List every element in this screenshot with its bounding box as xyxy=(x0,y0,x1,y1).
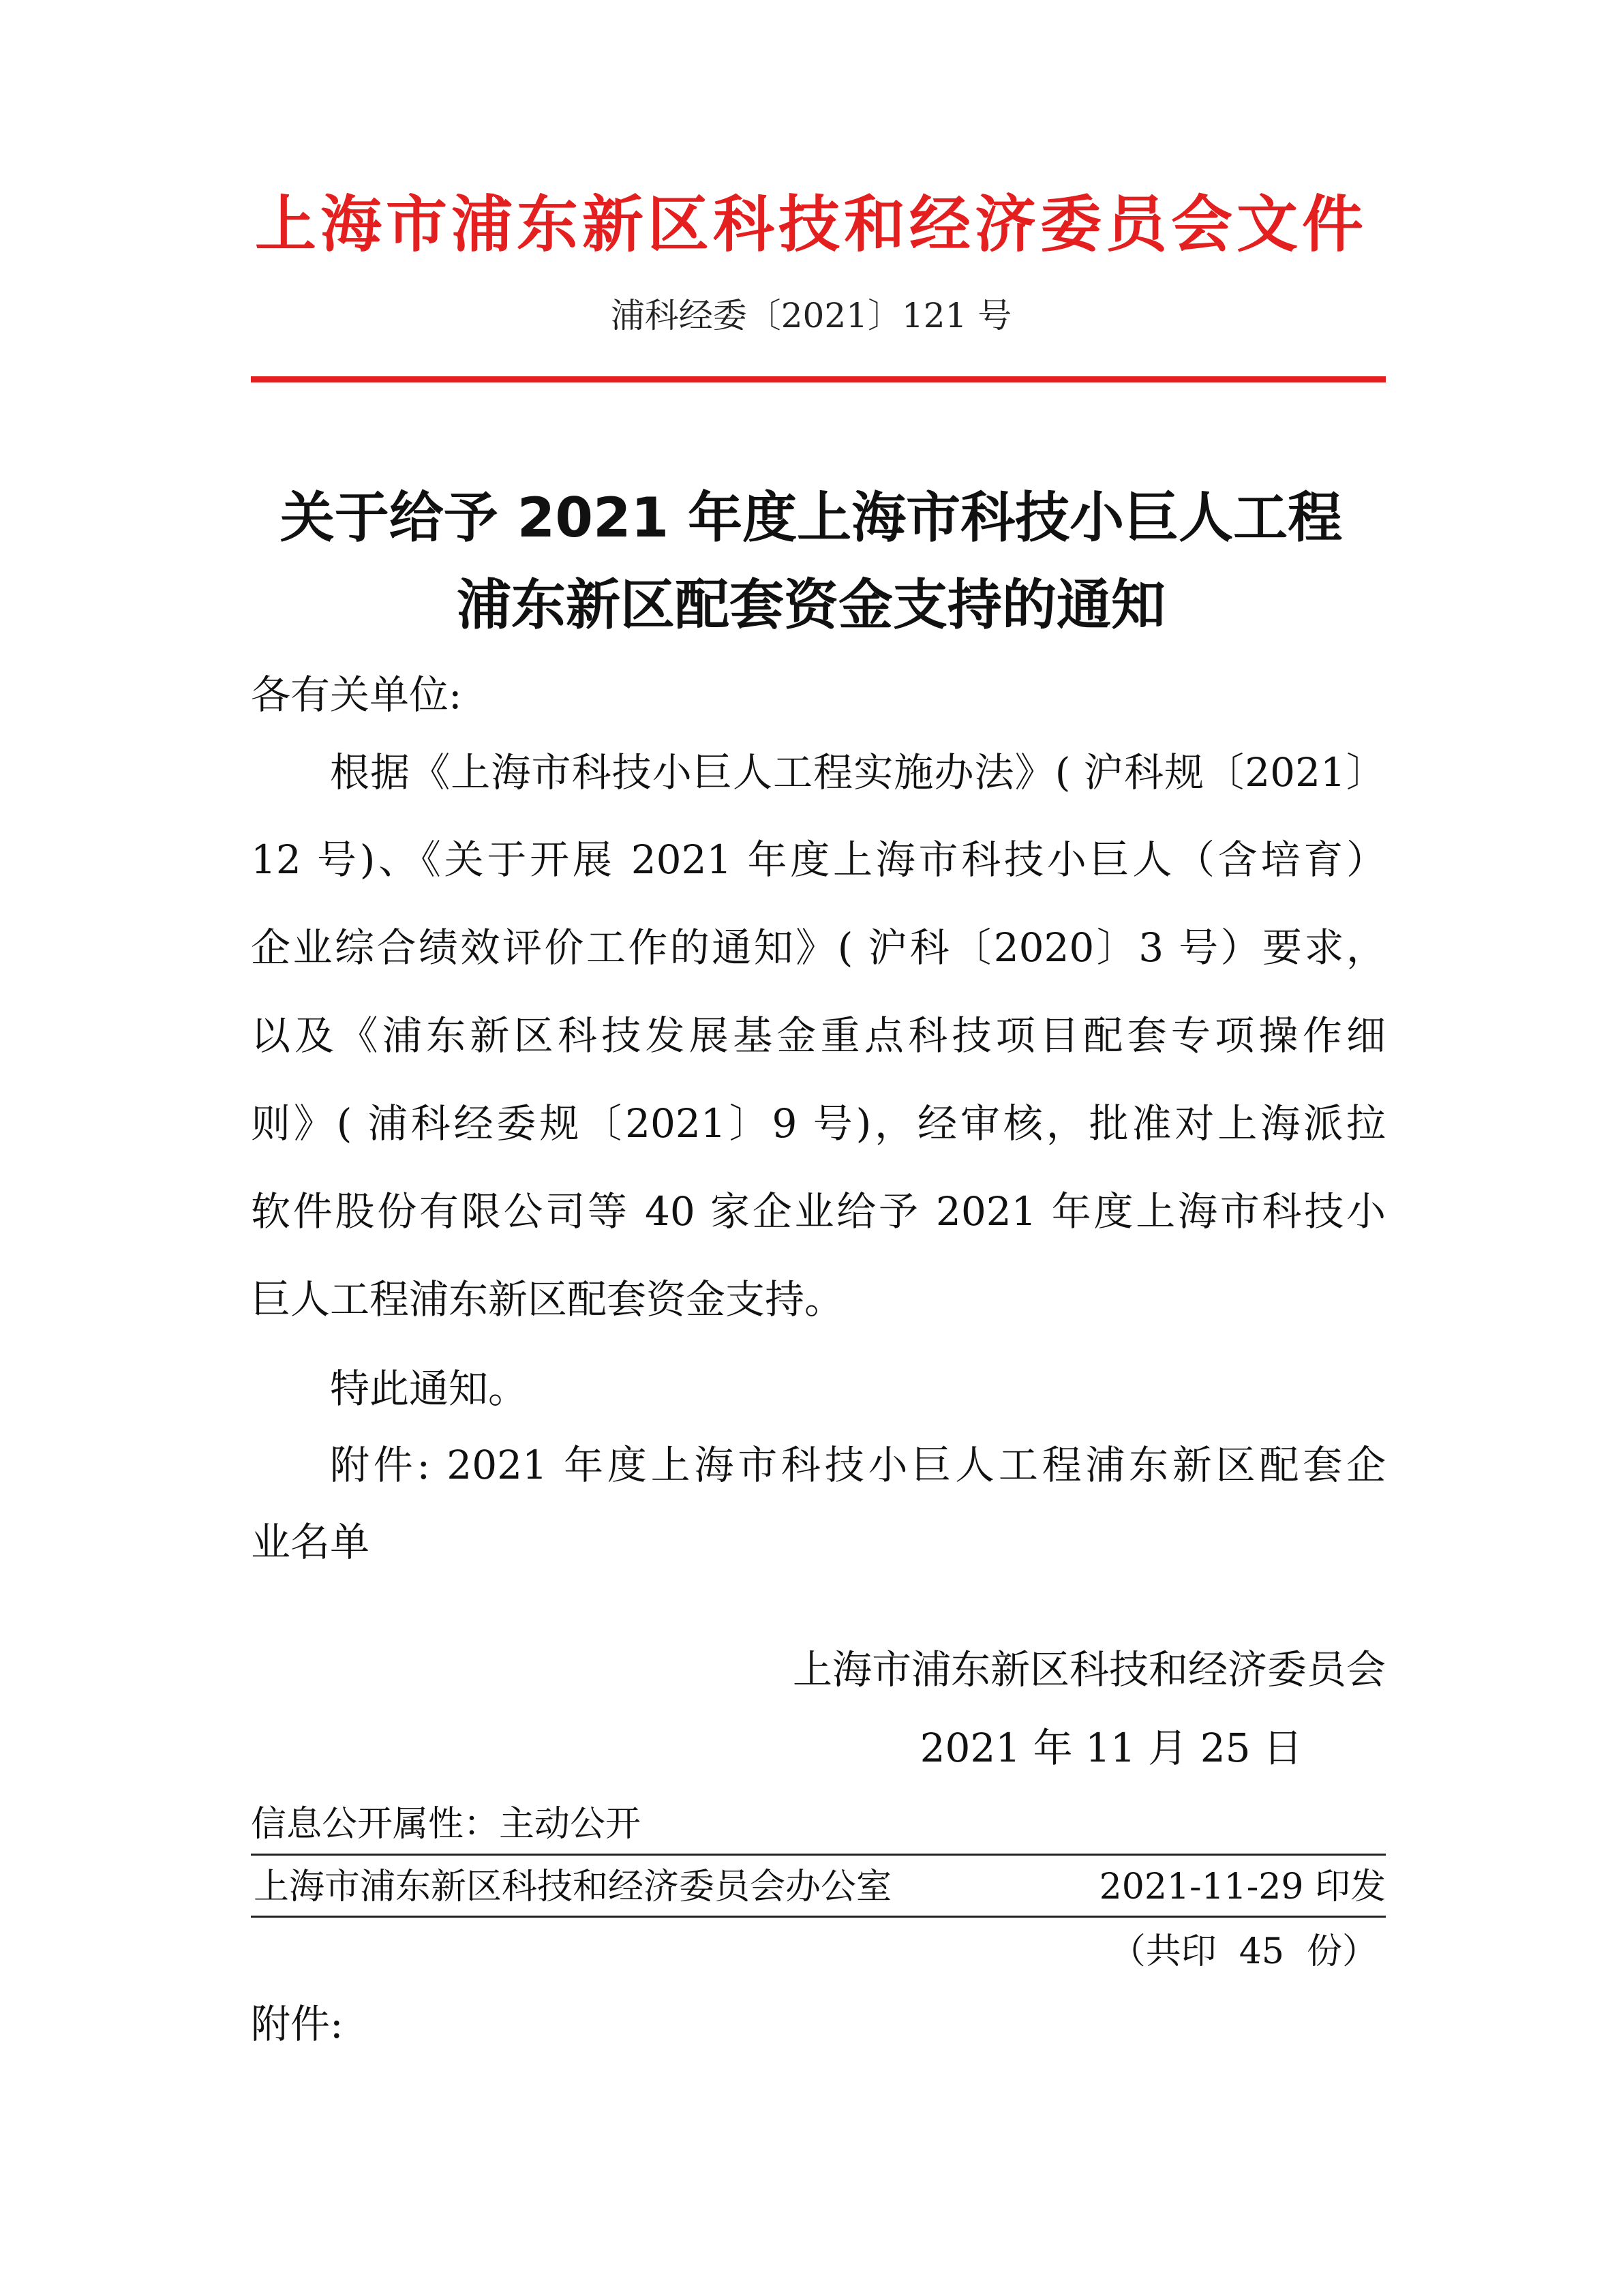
notice-title-line-2: 浦东新区配套资金支持的通知 xyxy=(457,573,1166,637)
document-number: 浦科经委〔2021〕121 号 xyxy=(610,296,1012,335)
footer-bottom-rule xyxy=(251,1916,1386,1918)
salutation: 各有关单位: xyxy=(251,671,462,718)
paragraph-line: 则》( 浦科经委规〔2021〕9 号)，经审核，批准对上海派拉 xyxy=(251,1100,1386,1147)
issue-date: 2021-11-29 印发 xyxy=(1099,1867,1386,1907)
paragraph-line: 以及《浦东新区科技发展基金重点科技项目配套专项操作细 xyxy=(251,1012,1386,1059)
issuer-title: 上海市浦东新区科技和经济委员会文件 xyxy=(255,189,1367,260)
print-copies: （共印 45 份） xyxy=(1110,1931,1378,1972)
issuing-office: 上海市浦东新区科技和经济委员会办公室 xyxy=(254,1867,892,1907)
signing-date: 2021 年 11 月 25 日 xyxy=(920,1725,1303,1771)
attachment-note: 附件: 2021 年度上海市科技小巨人工程浦东新区配套企 xyxy=(330,1442,1386,1488)
paragraph-line: 企业综合绩效评价工作的通知》( 沪科〔2020〕3 号）要求， xyxy=(251,924,1386,971)
paragraph-line: 12 号)、《关于开展 2021 年度上海市科技小巨人（含培育） xyxy=(251,836,1386,883)
paragraph-line: 根据《上海市科技小巨人工程实施办法》( 沪科规〔2021〕 xyxy=(330,749,1386,796)
attachment-note-continued: 业名单 xyxy=(251,1519,370,1565)
signing-organization: 上海市浦东新区科技和经济委员会 xyxy=(792,1646,1386,1693)
attachment-label: 附件: xyxy=(251,2001,344,2047)
closing-remark: 特此通知。 xyxy=(330,1365,528,1412)
red-divider xyxy=(251,376,1386,382)
disclosure-attribute: 信息公开属性：主动公开 xyxy=(251,1804,641,1845)
paragraph-line: 巨人工程浦东新区配套资金支持。 xyxy=(251,1276,845,1323)
paragraph-line: 软件股份有限公司等 40 家企业给予 2021 年度上海市科技小 xyxy=(251,1188,1386,1235)
footer-top-rule xyxy=(251,1854,1386,1856)
notice-title-line-1: 关于给予 2021 年度上海市科技小巨人工程 xyxy=(279,486,1343,549)
